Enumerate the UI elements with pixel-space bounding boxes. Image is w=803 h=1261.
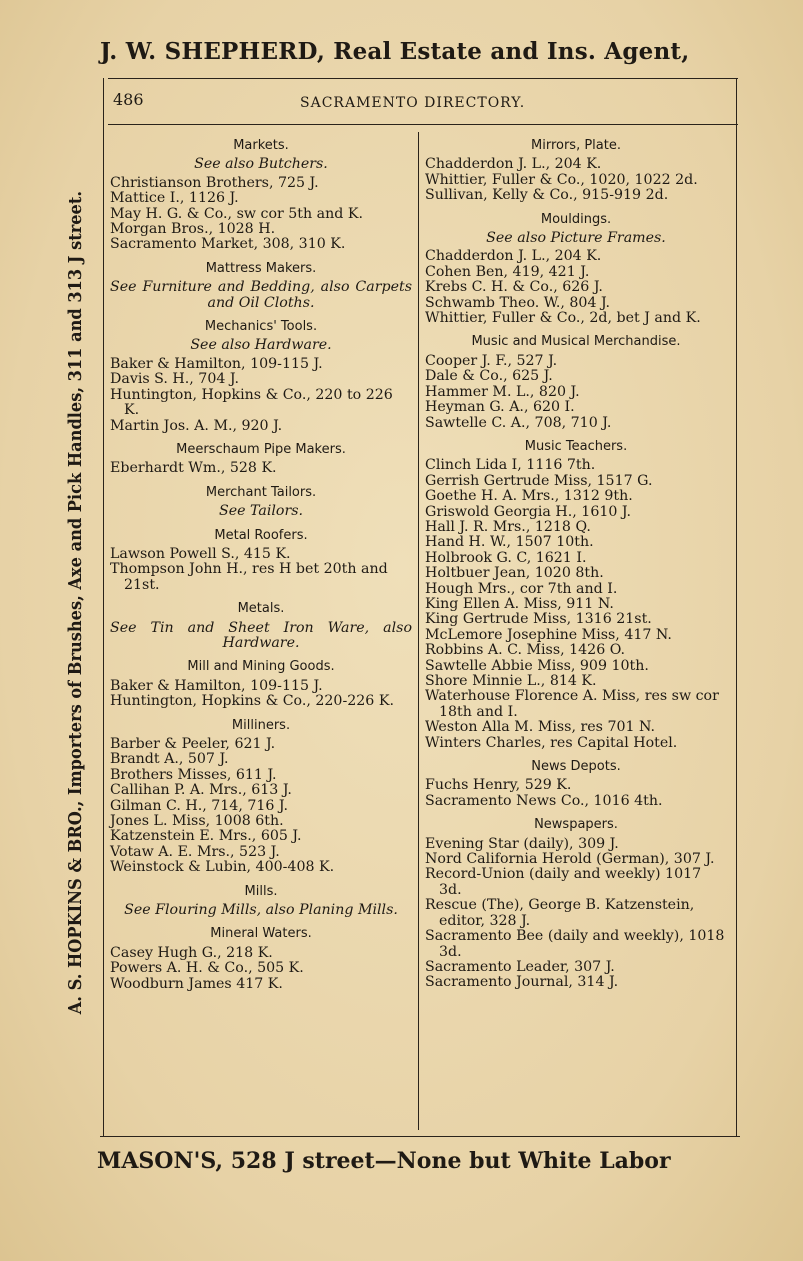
directory-entry: Goethe H. A. Mrs., 1312 9th. (425, 488, 633, 505)
directory-entry: Huntington, Hopkins & Co., 220-226 K. (110, 693, 394, 710)
directory-entry: Woodburn James 417 K. (110, 975, 283, 992)
directory-entry: Hall J. R. Mrs., 1218 Q. (425, 518, 591, 535)
directory-entry: Dale & Co., 625 J. (425, 368, 553, 385)
directory-entry: Martin Jos. A. M., 920 J. (110, 417, 283, 434)
page-number: 486 (113, 90, 144, 109)
directory-entry: Griswold Georgia H., 1610 J. (425, 503, 632, 520)
directory-entry: King Ellen A. Miss, 911 N. (425, 595, 614, 612)
section-heading: Newspapers. (534, 817, 618, 833)
directory-entry: Heyman G. A., 620 I. (425, 399, 575, 416)
section-heading: Mineral Waters. (210, 926, 312, 942)
directory-entry: Evening Star (daily), 309 J. (425, 835, 619, 852)
directory-entry: Powers A. H. & Co., 505 K. (110, 960, 304, 977)
directory-entry: Krebs C. H. & Co., 626 J. (425, 279, 603, 296)
directory-entry: Jones L. Miss, 1008 6th. (110, 813, 284, 830)
directory-entry: Brothers Misses, 611 J. (110, 766, 277, 783)
section-heading: Merchant Tailors. (205, 484, 317, 500)
directory-entry: Katzenstein E. Mrs., 605 J. (110, 828, 302, 845)
directory-entry: Sacramento Journal, 314 J. (425, 974, 619, 991)
directory-entry: Whittier, Fuller & Co., 1020, 1022 2d. (425, 171, 698, 188)
directory-entry: Votaw A. E. Mrs., 523 J. (110, 843, 280, 860)
section-heading: Mills. (244, 883, 278, 899)
header-rule (108, 124, 738, 125)
directory-entry: Holtbuer Jean, 1020 8th. (425, 565, 604, 582)
top-rule (108, 78, 738, 79)
see-also-note: See Flouring Mills, also Planing Mills. (124, 902, 398, 919)
directory-entry: Davis S. H., 704 J. (110, 371, 239, 388)
directory-entry: Christianson Brothers, 725 J. (110, 174, 319, 191)
side-advertisement-text: A. S. HOPKINS & BRO., Importers of Brushes, Axe and Pick Handles, 311 and 313 J street. (65, 190, 86, 1015)
directory-entry: Record-Union (daily and weekly) 1017 3d. (425, 866, 702, 898)
directory-entry: Sawtelle Abbie Miss, 909 10th. (425, 657, 649, 674)
directory-entry: McLemore Josephine Miss, 417 N. (425, 626, 672, 643)
see-also-note: See Tin and Sheet Iron Ware, also Hardware. (110, 619, 412, 651)
section-heading: Mirrors, Plate. (531, 138, 621, 153)
bottom-rule (100, 1136, 740, 1137)
right-column (425, 134, 727, 991)
directory-entry: Eberhardt Wm., 528 K. (110, 460, 277, 477)
section-heading: News Depots. (531, 759, 621, 775)
section-heading: Meerschaum Pipe Makers. (176, 441, 346, 457)
directory-entry: Sacramento Market, 308, 310 K. (110, 236, 346, 253)
see-also-note: See also Picture Frames. (486, 230, 666, 247)
see-also-note: See also Hardware. (190, 337, 332, 354)
directory-entry: Sacramento News Co., 1016 4th. (425, 792, 663, 809)
directory-entry: Clinch Lida I, 1116 7th. (425, 457, 596, 474)
directory-entry: Holbrook G. C, 1621 I. (425, 549, 587, 566)
directory-entry: Fuchs Henry, 529 K. (425, 777, 572, 794)
directory-entry: Shore Minnie L., 814 K. (425, 673, 597, 689)
directory-entry: King Gertrude Miss, 1316 21st. (425, 611, 652, 628)
running-title: SACRAMENTO DIRECTORY. (300, 95, 526, 111)
section-heading: Metals. (237, 601, 285, 617)
directory-entry: Weston Alla M. Miss, res 701 N. (425, 719, 656, 736)
section-heading: Markets. (233, 138, 289, 153)
directory-entry: Mattice I., 1126 J. (110, 190, 239, 207)
directory-entry: Huntington, Hopkins & Co., 220 to 226 K. (110, 386, 393, 419)
directory-entry: Brandt A., 507 J. (110, 751, 229, 768)
directory-entry: Baker & Hamilton, 109-115 J. (110, 677, 323, 694)
directory-entry: Casey Hugh G., 218 K. (110, 944, 273, 961)
directory-entry: Cooper J. F., 527 J. (425, 352, 558, 369)
bottom-advertisement: MASON'S, 528 J street—None but White Labor (97, 1148, 671, 1174)
section-heading: Mechanics' Tools. (204, 319, 318, 335)
directory-entry: Nord California Herold (German), 307 J. (425, 851, 715, 868)
see-also-note: See also Butchers. (194, 156, 328, 173)
section-heading: Mill and Mining Goods. (187, 659, 335, 675)
directory-entry: Robbins A. C. Miss, 1426 O. (425, 642, 626, 659)
directory-entry: Waterhouse Florence A. Miss, res sw cor 18th and I. (425, 688, 719, 720)
directory-entry: Hough Mrs., cor 7th and I. (425, 580, 618, 597)
see-also-note: See Furniture and Bedding, also Carpets and Oil Cloths. (110, 279, 412, 311)
top-advertisement: J. W. SHEPHERD, Real Estate and Ins. Agent, (100, 38, 690, 65)
directory-entry: Sullivan, Kelly & Co., 915-919 2d. (425, 187, 669, 204)
section-heading: Milliners. (231, 717, 291, 733)
directory-entry: Weinstock & Lubin, 400-408 K. (110, 859, 335, 876)
directory-entry: Baker & Hamilton, 109-115 J. (110, 355, 323, 372)
directory-entry: Sacramento Bee (daily and weekly), 1018 3d. (425, 928, 725, 960)
directory-entry: Sacramento Leader, 307 J. (425, 958, 615, 975)
directory-entry: Hammer M. L., 820 J. (425, 383, 580, 400)
directory-entry: Sawtelle C. A., 708, 710 J. (425, 414, 612, 431)
directory-entry: Morgan Bros., 1028 H. (110, 221, 276, 238)
section-heading: Music Teachers. (524, 438, 628, 454)
directory-entry: Schwamb Theo. W., 804 J. (425, 294, 611, 311)
directory-entry: Winters Charles, res Capital Hotel. (425, 734, 678, 751)
directory-entry: Gilman C. H., 714, 716 J. (110, 797, 289, 814)
directory-entry: Gerrish Gertrude Miss, 1517 G. (425, 472, 653, 489)
left-column (110, 134, 412, 992)
directory-entry: Callihan P. A. Mrs., 613 J. (110, 782, 292, 799)
section-heading: Metal Roofers. (214, 527, 308, 543)
directory-entry: Barber & Peeler, 621 J. (110, 736, 276, 752)
directory-entry: Whittier, Fuller & Co., 2d, bet J and K. (425, 310, 701, 327)
directory-entry: Hand H. W., 1507 10th. (425, 534, 594, 551)
see-also-note: See Tailors. (218, 503, 304, 520)
directory-entry: Chadderdon J. L., 204 K. (425, 156, 602, 173)
section-heading: Mouldings. (540, 211, 612, 227)
directory-entry: Lawson Powell S., 415 K. (110, 545, 291, 562)
section-heading: Music and Musical Merchandise. (471, 334, 681, 350)
directory-entry: Rescue (The), George B. Katzenstein, editor, 328 J. (425, 897, 695, 929)
column-divider (418, 132, 419, 1130)
directory-entry: Cohen Ben, 419, 421 J. (425, 263, 590, 280)
left-border (103, 78, 104, 1136)
right-border (736, 78, 737, 1136)
directory-entry: Chadderdon J. L., 204 K. (425, 248, 602, 265)
section-heading: Mattress Makers. (205, 260, 317, 276)
directory-entry: Thompson John H., res H bet 20th and 21st. (110, 561, 388, 593)
directory-entry: May H. G. & Co., sw cor 5th and K. (110, 205, 363, 222)
side-advertisement (65, 65, 86, 1140)
